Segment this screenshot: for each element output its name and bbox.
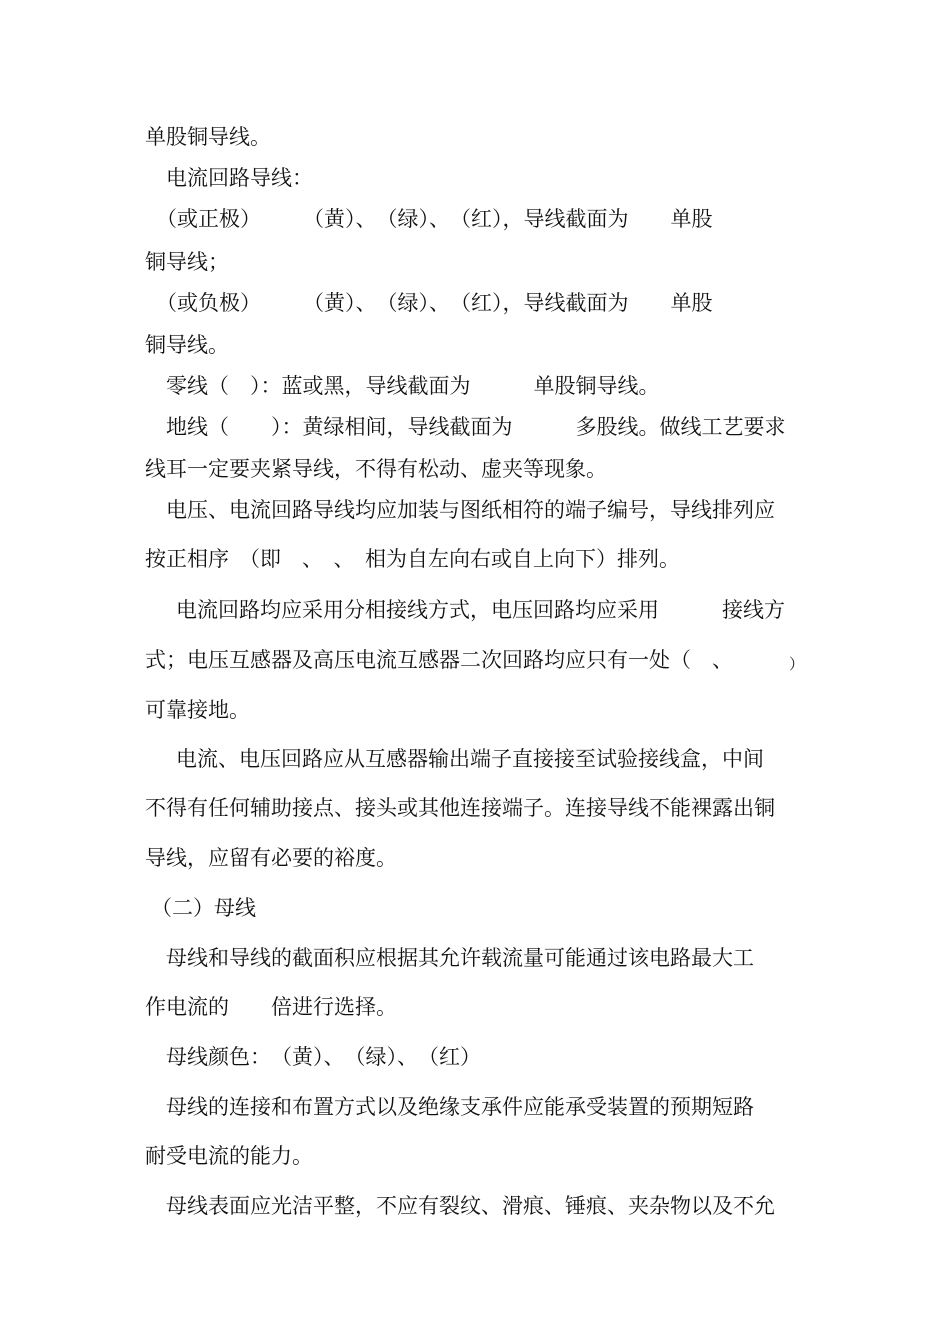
text-line: 不得有任何辅助接点、接头或其他连接端子。连接导线不能裸露出铜: [145, 796, 775, 820]
text-line: 地线（ ）：黄绿相间，导线截面为 多股线。做线工艺要求: [166, 415, 786, 439]
text-line: 式；电压互感器及高压电流互感器二次回路均应只有一处（ 、: [145, 648, 744, 672]
text-line: 导线，应留有必要的裕度。: [145, 846, 397, 870]
text-line: 零线（ ）：蓝或黑，导线截面为 单股铜导线。: [166, 374, 660, 398]
text-line: 耐受电流的能力。: [145, 1144, 313, 1168]
text-line: 电流回路导线：: [166, 166, 313, 190]
text-line: 可靠接地。: [145, 698, 250, 722]
text-line: （或负极） （黄）、 （绿）、 （红），导线截面为 单股: [156, 291, 713, 315]
text-line: 电流回路均应采用分相接线方式，电压回路均应采用 接线方: [176, 598, 785, 622]
text-line: 母线和导线的截面积应根据其允许载流量可能通过该电路最大工: [166, 946, 754, 970]
text-line: 电流、电压回路应从互感器输出端子直接接至试验接线盒，中间: [176, 747, 764, 771]
text-line: ）: [789, 655, 805, 673]
text-line: 作电流的 倍进行选择。: [145, 995, 397, 1019]
text-line: 单股铜导线。: [145, 125, 271, 149]
text-line: （即 、 、 相为自左向右或自上向下）排列。: [239, 547, 680, 571]
text-line: 母线的连接和布置方式以及绝缘支承件应能承受装置的预期短路: [166, 1095, 754, 1119]
text-line: 铜导线。: [145, 333, 229, 357]
text-line: （或正极） （黄）、 （绿）、 （红），导线截面为 单股: [156, 207, 713, 231]
text-line: 铜导线；: [145, 250, 229, 274]
section-heading: （二）母线: [151, 896, 256, 920]
text-line: 母线颜色： （黄）、 （绿）、 （红）: [166, 1045, 481, 1069]
text-line: 按正相序: [145, 547, 229, 571]
text-line: 母线表面应光洁平整，不应有裂纹、滑痕、锤痕、夹杂物以及不允: [166, 1194, 775, 1218]
text-line: 电压、电流回路导线均应加装与图纸相符的端子编号，导线排列应: [166, 498, 775, 522]
text-line: 线耳一定要夹紧导线，不得有松动、虚夹等现象。: [145, 457, 607, 481]
